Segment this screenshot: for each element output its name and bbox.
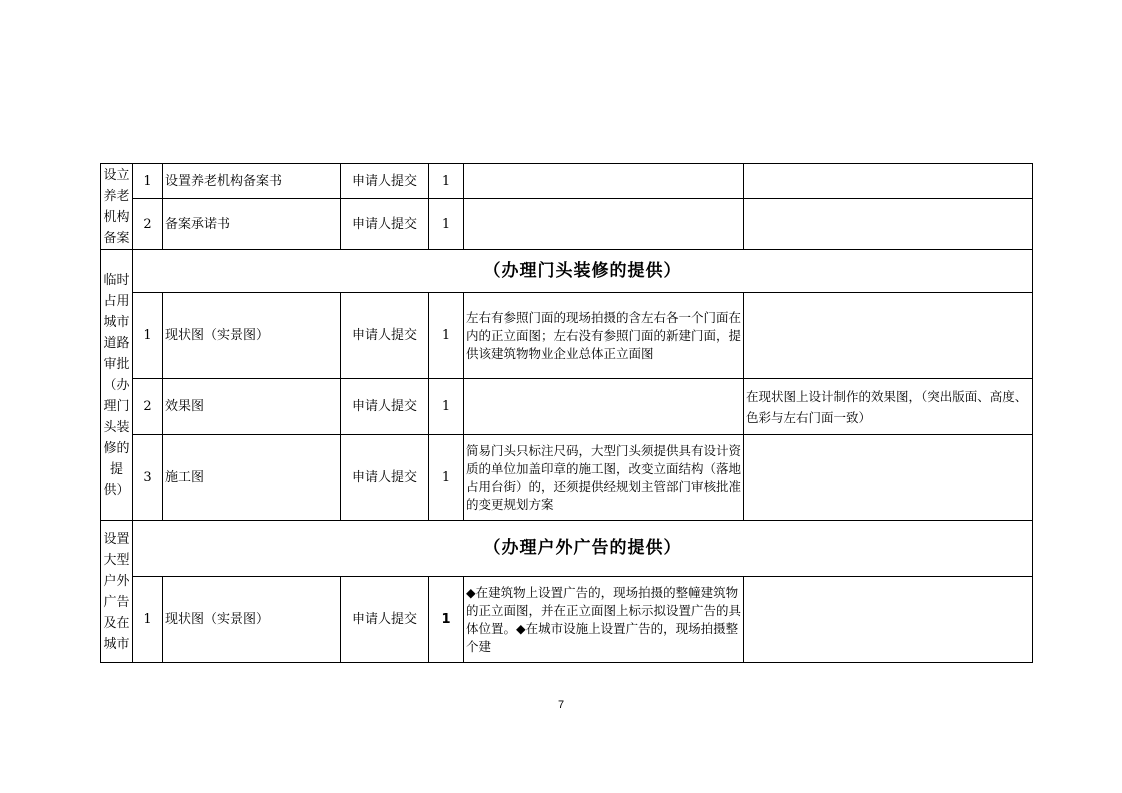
row-number: 2	[133, 379, 163, 435]
section-row	[101, 250, 1033, 293]
row-number: 3	[133, 435, 163, 521]
materials-table	[100, 163, 1033, 663]
submitter: 申请人提交	[341, 164, 429, 199]
submitter: 申请人提交	[341, 379, 429, 435]
table-row	[101, 435, 1033, 521]
copies-count: 1	[429, 379, 464, 435]
copies-count: 1	[429, 199, 464, 250]
remark	[744, 577, 1033, 663]
category-cell: 设置大型户外广告及在城市	[101, 521, 133, 663]
copies-count: 1	[429, 164, 464, 199]
material-name: 现状图（实景图）	[163, 577, 341, 663]
row-number: 2	[133, 199, 163, 250]
table-row	[101, 164, 1033, 199]
table-row	[101, 293, 1033, 379]
category-cell: 临时占用城市道路审批（办理门头装修的提供）	[101, 250, 133, 521]
copies-count: 1	[429, 577, 464, 663]
category-cell: 设立养老机构备案	[101, 164, 133, 250]
remark	[744, 293, 1033, 379]
section-title: （办理户外广告的提供）	[133, 521, 1033, 577]
submitter: 申请人提交	[341, 199, 429, 250]
requirement-note	[464, 164, 744, 199]
submitter: 申请人提交	[341, 577, 429, 663]
copies-count: 1	[429, 435, 464, 521]
material-name: 现状图（实景图）	[163, 293, 341, 379]
table-row	[101, 199, 1033, 250]
submitter: 申请人提交	[341, 435, 429, 521]
section-row	[101, 521, 1033, 577]
table-row	[101, 379, 1033, 435]
row-number: 1	[133, 577, 163, 663]
material-name: 施工图	[163, 435, 341, 521]
submitter: 申请人提交	[341, 293, 429, 379]
page-number: 7	[557, 699, 565, 711]
row-number: 1	[133, 164, 163, 199]
remark	[744, 435, 1033, 521]
copies-count: 1	[429, 293, 464, 379]
remark	[744, 199, 1033, 250]
requirement-note: 左右有参照门面的现场拍摄的含左右各一个门面在内的正立面图；左右没有参照门面的新建门面，提供该建筑物物业企业总体正立面图	[464, 293, 744, 379]
requirement-note	[464, 379, 744, 435]
requirement-note: 简易门头只标注尺码，大型门头须提供具有设计资质的单位加盖印章的施工图，改变立面结构（落地占用台街）的，还须提供经规划主管部门审核批准的变更规划方案	[464, 435, 744, 521]
table-row	[101, 577, 1033, 663]
section-title: （办理门头装修的提供）	[133, 250, 1033, 293]
requirement-note	[464, 199, 744, 250]
remark: 在现状图上设计制作的效果图，（突出版面、高度、色彩与左右门面一致）	[744, 379, 1033, 435]
requirement-note: ◆在建筑物上设置广告的，现场拍摄的整幢建筑物的正立面图，并在正立面图上标示拟设置广告的具体位置。◆在城市设施上设置广告的，现场拍摄整个建	[464, 577, 744, 663]
material-name: 备案承诺书	[163, 199, 341, 250]
row-number: 1	[133, 293, 163, 379]
material-name: 设置养老机构备案书	[163, 164, 341, 199]
material-name: 效果图	[163, 379, 341, 435]
remark	[744, 164, 1033, 199]
